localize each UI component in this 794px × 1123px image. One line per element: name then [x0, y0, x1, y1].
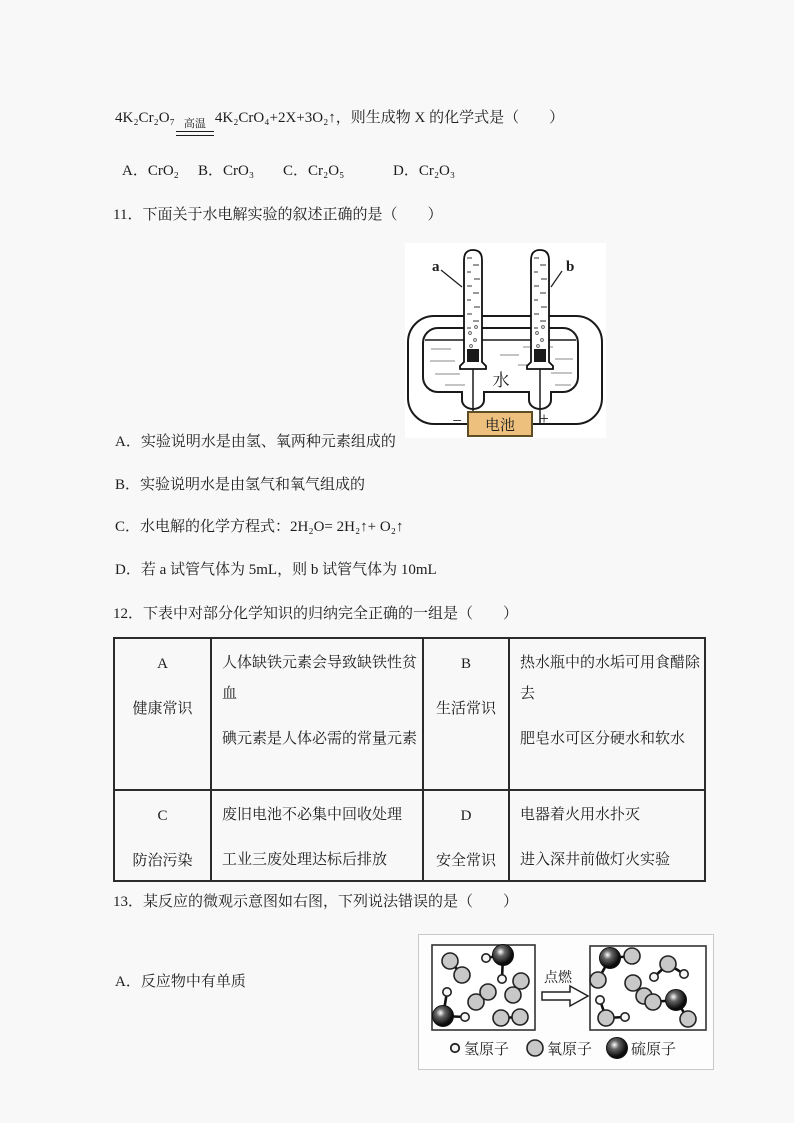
q12-stem: 12．下表中对部分化学知识的归纳完全正确的一组是（ ）: [113, 606, 519, 622]
oxygen-atom: [590, 972, 606, 988]
q13-stem: 13．某反应的微观示意图如右图，下列说法错误的是（ ）: [113, 894, 519, 910]
double-equals-line: [176, 131, 214, 136]
cell-letter: A: [157, 656, 168, 672]
cell-letter: B: [460, 656, 471, 672]
oxygen-legend-icon: [527, 1040, 543, 1056]
electrode-b: [534, 349, 546, 362]
tube-b-label: b: [566, 259, 575, 275]
reaction-condition: [176, 118, 214, 136]
knowledge-table: [113, 637, 706, 882]
oxygen-atom: [505, 987, 521, 1003]
sulfur-atom: [600, 948, 621, 969]
cell-category: 防治污染: [132, 853, 193, 869]
q11-option-b: B．实验说明水是由氢气和氧气组成的: [115, 477, 366, 493]
hydrogen-atom: [596, 996, 604, 1004]
ignite-label: 点燃: [544, 971, 572, 986]
cell-d-content: [509, 790, 705, 881]
q11-stem: 11．下面关于水电解实验的叙述正确的是（ ）: [113, 207, 443, 223]
cell-d-header: [423, 790, 509, 881]
hydrogen-atom: [650, 973, 658, 981]
negative-terminal: −: [452, 411, 462, 430]
q13-option-a: A．反应物中有单质: [115, 974, 246, 990]
oxygen-atom: [680, 1011, 696, 1027]
cell-category: 安全常识: [435, 853, 496, 869]
cell-category: 生活常识: [435, 701, 496, 717]
oxygen-atom: [625, 975, 641, 991]
q10-option-b: B．CrO₃: [198, 163, 255, 179]
electrolysis-figure: [405, 243, 606, 443]
hydrogen-atom: [621, 1013, 629, 1021]
cell-line: 电器着火用水扑灭: [520, 807, 641, 823]
oxygen-atom: [624, 948, 640, 964]
oxygen-atom: [493, 1010, 509, 1026]
oxygen-atom: [512, 1009, 528, 1025]
sulfur-atom: [666, 990, 687, 1011]
sulfur-legend-label: 硫原子: [631, 1042, 677, 1058]
q10-option-d: D．Cr₂O₃: [393, 163, 456, 179]
hydrogen-atom: [498, 975, 506, 983]
cell-letter: D: [460, 808, 472, 824]
hydrogen-atom: [482, 954, 490, 962]
water-label: 水: [492, 371, 510, 390]
cell-a-content: [211, 638, 423, 790]
tube-a-label: a: [432, 259, 440, 275]
cell-letter: C: [157, 808, 168, 824]
oxygen-atom: [454, 967, 470, 983]
oxygen-atom: [480, 984, 496, 1000]
condition-label: 高温: [183, 118, 206, 130]
cell-c-content: [211, 790, 423, 881]
q10-option-a: A．CrO₂: [122, 163, 179, 179]
hydrogen-atom: [443, 988, 451, 996]
micro-diagram-figure: [418, 934, 714, 1075]
electrode-a: [467, 349, 479, 362]
electrolysis-diagram: [405, 243, 606, 438]
table-row: [114, 638, 705, 790]
q10-option-c: C．Cr₂O₅: [283, 163, 345, 179]
oxygen-atom: [442, 953, 458, 969]
oxygen-atom: [645, 994, 661, 1010]
cell-line: 人体缺铁元素会导致缺铁性贫血: [222, 655, 418, 702]
cell-line: 肥皂水可区分硬水和软水: [520, 731, 686, 747]
oxygen-atom: [598, 1010, 614, 1026]
cell-c-header: [114, 790, 211, 881]
cell-b-content: [509, 638, 705, 790]
battery-label: 电池: [484, 418, 516, 434]
cell-category: 健康常识: [132, 701, 193, 717]
hydrogen-legend-label: 氢原子: [464, 1042, 510, 1058]
cell-line: 进入深井前做灯火实验: [520, 852, 671, 868]
hydrogen-atom: [461, 1013, 469, 1021]
cell-line: 碘元素是人体必需的常量元素: [222, 731, 418, 747]
hydrogen-atom: [680, 970, 688, 978]
cell-line: 热水瓶中的水垢可用食醋除去: [520, 655, 701, 702]
sulfur-atom: [493, 945, 514, 966]
oxygen-legend-label: 氧原子: [547, 1042, 593, 1058]
q10-equation-line: [115, 106, 564, 136]
oxygen-atom: [660, 956, 676, 972]
cell-a-header: [114, 638, 211, 790]
q10-equation-before: 4K₂Cr₂O₇: [115, 110, 175, 126]
sulfur-atom: [433, 1006, 454, 1027]
q10-equation-after: 4K₂CrO₄+2X+3O₂↑，则生成物 X 的化学式是（ ）: [214, 110, 565, 126]
cell-line: 废旧电池不必集中回收处理: [222, 807, 403, 823]
cell-b-header: [423, 638, 509, 790]
q12-table-wrap: [113, 637, 706, 882]
q11-option-c: C．水电解的化学方程式：2H₂O= 2H₂↑+ O₂↑: [115, 519, 404, 535]
micro-diagram: [418, 934, 714, 1070]
q11-option-a: A．实验说明水是由氢、氧两种元素组成的: [115, 434, 396, 450]
hydrogen-legend-icon: [451, 1044, 459, 1052]
cell-line: 工业三废处理达标后排放: [222, 852, 388, 868]
q11-option-d: D．若 a 试管气体为 5mL，则 b 试管气体为 10mL: [115, 562, 437, 578]
positive-terminal: +: [539, 409, 549, 428]
sulfur-legend-icon: [607, 1038, 628, 1059]
table-row: [114, 790, 705, 881]
